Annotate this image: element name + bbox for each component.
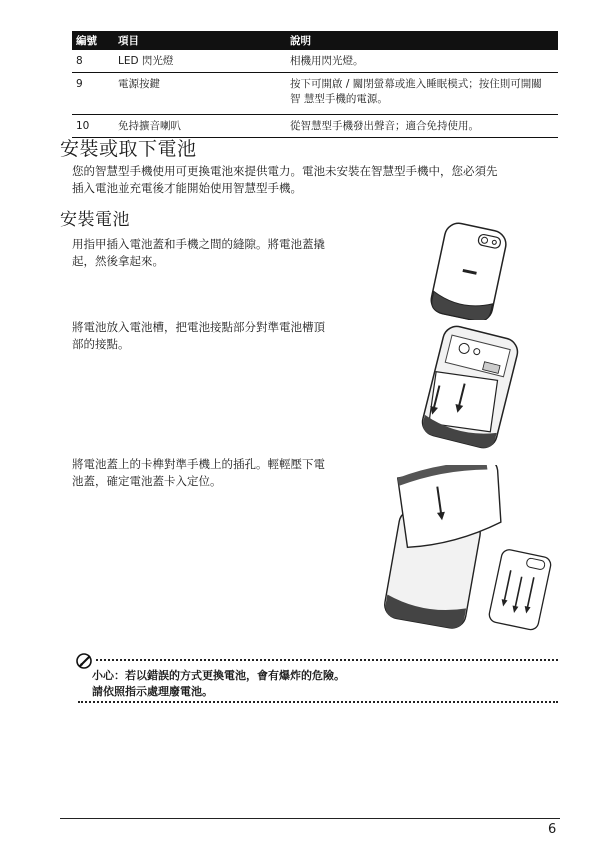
header-num: 編號 — [72, 31, 114, 50]
cell-item: 免持擴音喇叭 — [114, 115, 286, 138]
cell-desc-line: 按下可開啟 / 關閉螢幕或進入睡眠模式；按住則可開關 — [290, 78, 542, 90]
step-line: 起，然後拿起來。 — [72, 254, 164, 268]
footer-rule — [60, 818, 560, 819]
cell-desc: 從智慧型手機發出聲音；適合免持使用。 — [286, 115, 558, 138]
note-line: 小心：若以錯誤的方式更換電池，會有爆炸的危險。 — [92, 669, 345, 682]
page-number: 6 — [548, 822, 557, 837]
step-line: 部的接點。 — [72, 337, 130, 351]
battery-insert-illustration — [400, 325, 535, 450]
cell-item: 電源按鍵 — [114, 73, 286, 115]
note-divider-bottom — [78, 701, 558, 703]
cell-desc-line: 智 慧型手機的電源。 — [290, 93, 388, 105]
note-line: 請依照指示處理廢電池。 — [92, 685, 213, 698]
intro-line: 您的智慧型手機使用可更換電池來提供電力。電池未安裝在智慧型手機中，您必須先 — [72, 164, 498, 178]
table-header-row — [72, 31, 558, 50]
table-row — [72, 73, 558, 115]
header-desc: 說明 — [286, 31, 558, 50]
step-1-text — [72, 236, 372, 270]
section-title: 安裝或取下電池 — [60, 138, 197, 160]
step-line: 用指甲插入電池蓋和手機之間的縫隙。將電池蓋撬 — [72, 237, 325, 251]
step-line: 將電池放入電池槽，把電池接點部分對準電池槽頂 — [72, 320, 325, 334]
step-3-text — [72, 456, 372, 490]
caution-note — [92, 668, 345, 700]
section-intro — [72, 163, 562, 197]
subsection-title: 安裝電池 — [60, 210, 130, 230]
cell-num: 9 — [72, 73, 114, 115]
step-line: 將電池蓋上的卡榫對準手機上的插孔。輕輕壓下電 — [72, 457, 325, 471]
cell-num: 8 — [72, 50, 114, 73]
cell-desc — [286, 73, 558, 115]
step-2-text — [72, 319, 372, 353]
note-divider-top — [96, 659, 558, 661]
phone-back-illustration — [408, 220, 528, 320]
table-row — [72, 50, 558, 73]
spec-table — [72, 31, 558, 138]
step-line: 池蓋，確定電池蓋卡入定位。 — [72, 474, 222, 488]
header-item: 項目 — [114, 31, 286, 50]
cover-replace-illustration — [380, 465, 555, 635]
cell-item: LED 閃光燈 — [114, 50, 286, 73]
intro-line: 插入電池並充電後才能開始使用智慧型手機。 — [72, 181, 302, 195]
cell-desc: 相機用閃光燈。 — [286, 50, 558, 73]
cell-num: 10 — [72, 115, 114, 138]
